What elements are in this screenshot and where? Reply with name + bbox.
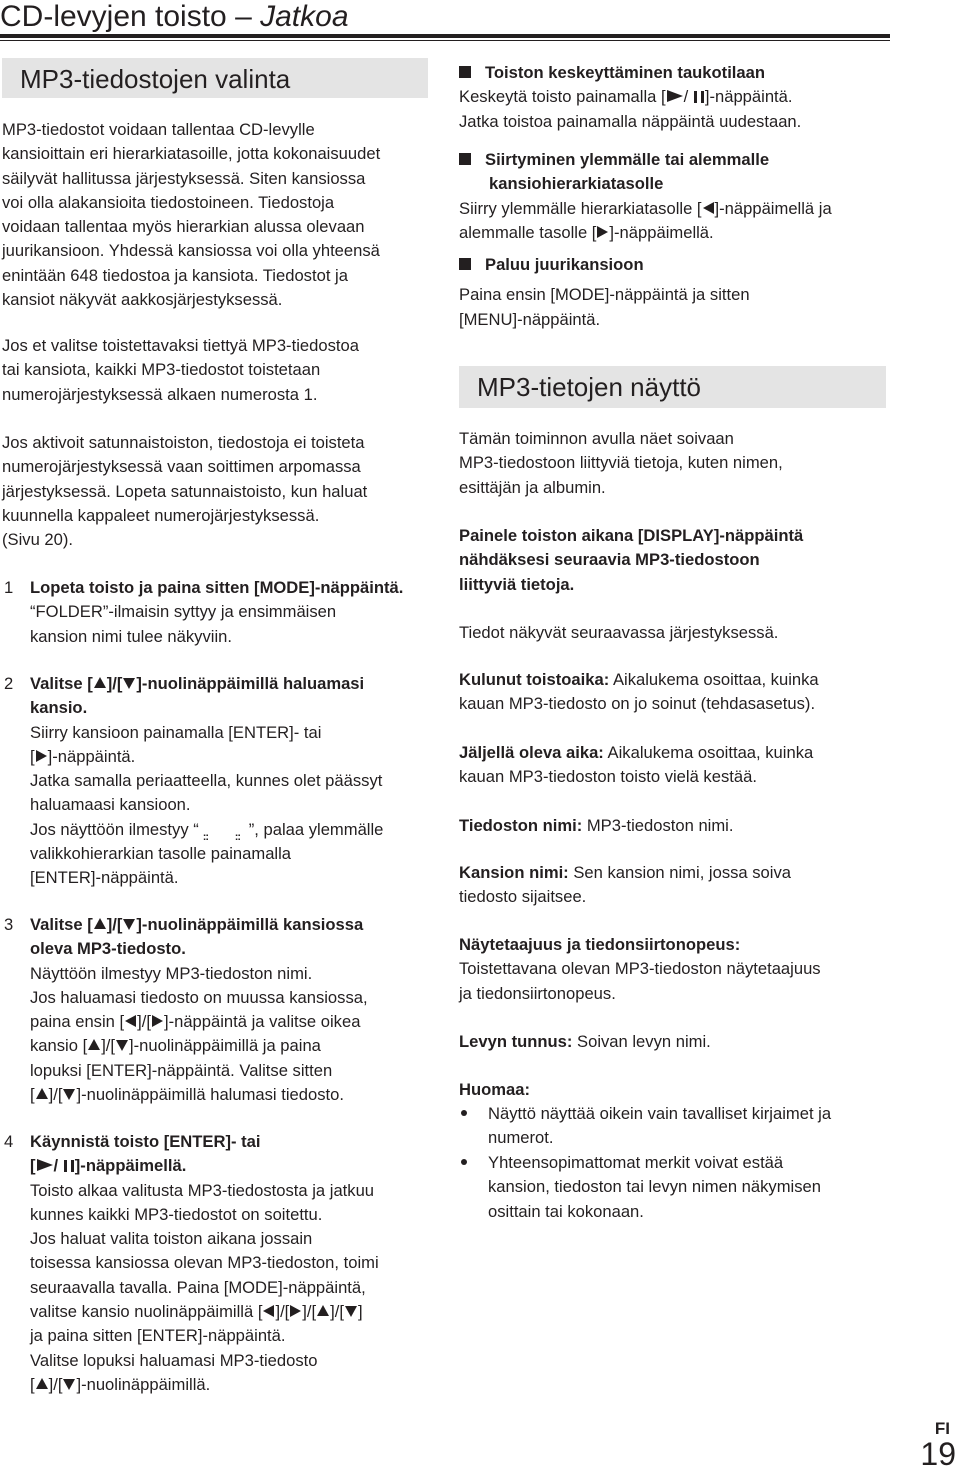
text-span: ”, palaa ylemmälle xyxy=(248,819,384,839)
right-arrow-icon xyxy=(152,1015,163,1027)
text-line: tai kansiota, kaikki MP3-tiedostot toistetaan xyxy=(2,360,321,380)
text-line: toisessa kansiossa olevan MP3-tiedoston, toimi xyxy=(30,1253,379,1273)
text-line: haluamaasi kansioon. xyxy=(30,795,191,815)
text-span: [ xyxy=(30,1156,36,1176)
text-span: ]-nuolinäppäimillä ja paina xyxy=(129,1036,321,1056)
text-span: ]/[ xyxy=(275,1302,290,1322)
text-span: [ xyxy=(30,746,35,766)
header-title-italic: Jatkoa xyxy=(260,0,349,33)
text-line: nähdäksesi seuraavia MP3-tiedostoon xyxy=(459,550,760,570)
text-line: kansion, tiedoston tai levyn nimen näkymisen xyxy=(488,1177,821,1197)
text-line: Tämän toiminnon avulla näet soivaan xyxy=(459,429,734,448)
text-span: Valitse [ xyxy=(30,915,93,934)
note-heading: Huomaa: xyxy=(459,1080,530,1099)
info-elapsed xyxy=(459,668,819,717)
text-line: enintään 648 tiedostoa ja kansiota. Tiedostot ja xyxy=(2,265,348,285)
text-line: Siirry kansioon painamalla [ENTER]- tai xyxy=(30,722,322,742)
text-line: Paina ensin [MODE]-näppäintä ja sitten xyxy=(459,285,750,305)
page-number: 19 xyxy=(920,1436,956,1472)
text-line xyxy=(459,197,832,221)
bullet-icon xyxy=(461,1159,467,1165)
text-span: valitse kansio nuolinäppäimillä [ xyxy=(30,1302,263,1322)
down-arrow-icon xyxy=(123,919,135,930)
text-line: MP3-tiedostot voidaan tallentaa CD-levylle xyxy=(2,120,315,139)
root-heading xyxy=(459,253,750,277)
step-number: 4 xyxy=(4,1132,14,1151)
text-line: kauan MP3-tiedoston toisto vielä kestää. xyxy=(459,767,757,787)
pause-section xyxy=(459,61,801,134)
text-span: / xyxy=(53,1156,63,1176)
label: Tiedoston nimi: xyxy=(459,816,583,835)
left-arrow-icon xyxy=(263,1305,274,1317)
text-span: Paluu juurikansioon xyxy=(485,255,644,274)
text-span: ]-nuolinäppäimillä haluamasi xyxy=(136,674,365,693)
pause-icon xyxy=(694,91,704,103)
label: Jäljellä oleva aika: xyxy=(459,743,604,762)
text-line xyxy=(459,221,832,245)
text-line: kansiot näkyvät aakkosjärjestyksessä. xyxy=(2,290,283,310)
header-rule-thick xyxy=(0,34,890,38)
right-arrow-icon xyxy=(290,1305,301,1317)
text-line: Jos aktivoit satunnaistoiston, tiedostoja ei toisteta xyxy=(2,433,365,452)
text-span: alemmalle tasolle [ xyxy=(459,222,597,242)
text-line: säilyvät hallitussa järjestyksessä. Siten kansiossa xyxy=(2,168,366,188)
root-section xyxy=(459,253,750,332)
text-span: ]-näppäintä ja valitse oikea xyxy=(163,1012,361,1032)
text-span: Valitse [ xyxy=(30,674,93,693)
text-line: lopuksi [ENTER]-näppäintä. Valitse sitten xyxy=(30,1060,333,1080)
text-line xyxy=(30,1010,368,1034)
step-1-instruction: Lopeta toisto ja paina sitten [MODE]-näppäintä. xyxy=(30,578,404,597)
step-1 xyxy=(30,576,403,649)
step-number: 1 xyxy=(4,578,14,597)
play-icon xyxy=(37,1159,53,1171)
text-line: kansiohierarkiatasolle xyxy=(489,174,664,194)
text-line: kuunnella kappaleet numerojärjestyksessä. xyxy=(2,505,320,525)
right-arrow-icon xyxy=(597,226,608,238)
pause-heading xyxy=(459,61,801,85)
text-line xyxy=(30,1154,379,1178)
text-line: Painele toiston aikana [DISPLAY]-näppäintä xyxy=(459,526,804,545)
text-span: [ xyxy=(30,1085,35,1105)
pause-icon xyxy=(64,1160,74,1172)
text-span: MP3-tiedoston nimi. xyxy=(582,816,734,835)
text-line xyxy=(30,818,383,842)
text-line: liittyviä tietoja. xyxy=(459,574,575,594)
text-line: juurikansioon. Yhdessä kansiossa voi olla yhteensä xyxy=(2,241,380,261)
bullet-square-icon xyxy=(459,258,471,270)
text-line: numerojärjestyksessä alkaen numerosta 1. xyxy=(2,384,318,404)
text-line: Jos haluat valita toiston aikana jossain xyxy=(30,1229,313,1249)
text-span: ]-nuolinäppäimillä kansiossa xyxy=(136,915,364,934)
bullet-square-icon xyxy=(459,153,471,165)
text-line: Näyttö näyttää oikein vain tavalliset kirjaimet ja xyxy=(488,1104,832,1123)
text-line: [MENU]-näppäintä. xyxy=(459,309,601,329)
text-span: paina ensin [ xyxy=(30,1012,125,1032)
text-line: MP3-tiedostoon liittyviä tietoja, kuten nimen, xyxy=(459,453,783,473)
text-span: Toiston keskeyttäminen taukotilaan xyxy=(485,63,766,82)
intro-paragraph xyxy=(2,118,380,312)
step-2-instruction xyxy=(30,672,383,696)
paragraph-default-order xyxy=(2,334,359,407)
right-arrow-icon xyxy=(36,750,47,762)
section-header-mp3-select xyxy=(2,58,428,98)
step-number: 3 xyxy=(4,915,14,934)
info-samplerate xyxy=(459,933,821,1006)
text-line xyxy=(30,1083,368,1107)
text-span: ] xyxy=(357,1302,363,1322)
text-line: kunnes kaikki MP3-tiedostot on soitettu. xyxy=(30,1204,323,1224)
text-span: [ xyxy=(30,1374,35,1394)
section-header-mp3-info xyxy=(459,366,886,408)
text-span: ]-näppäimellä. xyxy=(74,1156,187,1176)
display-instruction xyxy=(459,524,803,597)
up-arrow-icon xyxy=(94,677,106,688)
text-span: Aikalukema osoittaa, kuinka xyxy=(603,743,814,762)
left-arrow-icon xyxy=(125,1015,136,1027)
text-line: kauan MP3-tiedosto on jo soinut (tehdasasetus). xyxy=(459,694,816,714)
text-line xyxy=(459,668,819,692)
text-span: ]/[ xyxy=(48,1374,63,1394)
section-title: MP3-tietojen näyttö xyxy=(477,372,702,402)
info-disc xyxy=(459,1030,711,1054)
play-icon xyxy=(667,90,683,102)
text-line: Jatka toistoa painamalla näppäintä uudestaan. xyxy=(459,111,802,131)
text-span: ]/[ xyxy=(137,1012,151,1032)
section-title: MP3-tiedostojen valinta xyxy=(20,64,291,94)
down-arrow-icon xyxy=(63,1089,75,1100)
order-note: Tiedot näkyvät seuraavassa järjestyksessä. xyxy=(459,623,779,642)
text-line: järjestyksessä. Lopeta satunnaistoisto, kun haluat xyxy=(2,481,368,501)
paragraph-random-play xyxy=(2,431,367,552)
up-arrow-icon xyxy=(36,1378,48,1389)
text-line: Toisto alkaa valitusta MP3-tiedostosta ja jatkuu xyxy=(30,1180,375,1200)
info-remaining xyxy=(459,741,813,790)
text-line: Valitse lopuksi haluamasi MP3-tiedosto xyxy=(30,1350,318,1370)
text-line: kansioittain eri hierarkiatasoille, jotta kokonaisuudet xyxy=(2,144,381,164)
label: Näytetaajuus ja tiedonsiirtonopeus: xyxy=(459,935,741,954)
text-span: Keskeytä toisto painamalla [ xyxy=(459,87,666,107)
page-header xyxy=(0,0,349,34)
text-span: ]/[ xyxy=(302,1302,317,1322)
label: Kansion nimi: xyxy=(459,863,569,882)
text-line xyxy=(30,1034,368,1058)
text-line: numerot. xyxy=(488,1128,554,1148)
text-line: kansion nimi tulee näkyviin. xyxy=(30,626,232,646)
step-3 xyxy=(30,913,368,1107)
text-line: valikkohierarkian tasolle painamalla xyxy=(30,844,292,864)
text-line xyxy=(30,1373,379,1397)
text-line xyxy=(30,1300,379,1324)
left-arrow-icon xyxy=(703,202,714,214)
text-span: ]-näppäimellä ja xyxy=(714,198,832,218)
text-line: ja tiedonsiirtonopeus. xyxy=(459,983,616,1003)
text-span: ]-nuolinäppäimillä halumasi tiedosto. xyxy=(76,1085,344,1105)
text-line: [ENTER]-näppäintä. xyxy=(30,868,179,888)
text-span: ]/[ xyxy=(106,915,123,934)
down-arrow-icon xyxy=(116,1040,128,1051)
bullet-square-icon xyxy=(459,66,471,78)
text-line: Yhteensopimattomat merkit voivat estää xyxy=(488,1153,784,1172)
text-line: kansio. xyxy=(30,698,88,718)
info-intro xyxy=(459,427,783,500)
text-span: Sen kansion nimi, jossa soiva xyxy=(568,863,792,882)
text-span: ]-näppäintä. xyxy=(47,746,136,766)
language-code: FI xyxy=(934,1419,950,1438)
text-span: ]/[ xyxy=(48,1085,63,1105)
text-span: kansio [ xyxy=(30,1036,88,1056)
folder-up-icon: :: :: xyxy=(202,830,241,843)
text-line: tiedosto sijaitsee. xyxy=(459,887,587,907)
up-arrow-icon xyxy=(88,1039,100,1050)
down-arrow-icon xyxy=(63,1379,75,1390)
hierarchy-section xyxy=(459,148,832,245)
label: Kulunut toistoaika: xyxy=(459,670,610,689)
text-span: ]/[ xyxy=(330,1302,344,1322)
text-line xyxy=(459,861,791,885)
note-1 xyxy=(488,1102,831,1151)
step-3-instruction xyxy=(30,913,368,937)
text-span: Aikalukema osoittaa, kuinka xyxy=(609,670,819,689)
text-line: seuraavalla tavalla. Paina [MODE]-näppäintä, xyxy=(30,1277,366,1297)
text-line: Jos haluamasi tiedosto on muussa kansiossa, xyxy=(30,987,368,1007)
header-rule-thin xyxy=(0,40,890,41)
step-number: 2 xyxy=(4,674,14,693)
text-line: voi olla alakansioita tiedostoineen. Tiedostoja xyxy=(2,192,335,212)
label: Levyn tunnus: xyxy=(459,1032,573,1051)
text-span: ]-näppäimellä. xyxy=(609,222,714,242)
text-span: Siirry ylemmälle hierarkiatasolle [ xyxy=(459,198,702,218)
text-span: ]/[ xyxy=(101,1036,116,1056)
text-line: Jos et valitse toistettavaksi tiettyä MP3-tiedostoa xyxy=(2,336,359,355)
text-span: ]/[ xyxy=(106,674,123,693)
note-2 xyxy=(488,1151,821,1224)
text-span: / xyxy=(683,87,693,107)
text-line xyxy=(30,745,383,769)
text-line: Jatka samalla periaatteella, kunnes olet päässyt xyxy=(30,771,383,791)
info-folder xyxy=(459,861,791,910)
down-arrow-icon xyxy=(345,1306,357,1317)
up-arrow-icon xyxy=(94,918,106,929)
text-line: Näyttöön ilmestyy MP3-tiedoston nimi. xyxy=(30,963,313,983)
info-filename xyxy=(459,814,733,838)
text-span: Siirtyminen ylemmälle tai alemmalle xyxy=(485,150,770,169)
header-title-main: CD-levyjen toisto – xyxy=(0,0,261,33)
bullet-icon xyxy=(461,1110,467,1116)
text-line xyxy=(459,85,801,109)
text-span: Soivan levyn nimi. xyxy=(572,1032,711,1051)
text-line: numerojärjestyksessä vaan soittimen arpomassa xyxy=(2,457,361,477)
down-arrow-icon xyxy=(123,678,135,689)
text-line: Toistettavana olevan MP3-tiedoston näytetaajuus xyxy=(459,959,821,979)
text-line: oleva MP3-tiedosto. xyxy=(30,939,186,959)
step-2 xyxy=(30,672,383,891)
text-line: voidaan tallentaa myös hierarkian alussa olevaan xyxy=(2,217,365,237)
up-arrow-icon xyxy=(317,1305,329,1316)
text-span: ]-nuolinäppäimillä. xyxy=(76,1374,211,1394)
text-line: “FOLDER”-ilmaisin syttyy ja ensimmäisen xyxy=(30,602,337,622)
text-span: Jos näyttöön ilmestyy “ xyxy=(30,819,199,839)
text-line: ja paina sitten [ENTER]-näppäintä. xyxy=(30,1326,286,1346)
step-4 xyxy=(30,1130,379,1397)
text-span: ]-näppäintä. xyxy=(704,87,793,107)
step-4-instruction: Käynnistä toisto [ENTER]- tai xyxy=(30,1132,261,1151)
text-line: (Sivu 20). xyxy=(2,530,74,550)
hierarchy-heading xyxy=(459,148,832,172)
text-line: osittain tai kokonaan. xyxy=(488,1201,644,1221)
text-line xyxy=(459,741,813,765)
up-arrow-icon xyxy=(36,1088,48,1099)
text-line: esittäjän ja albumin. xyxy=(459,477,606,497)
